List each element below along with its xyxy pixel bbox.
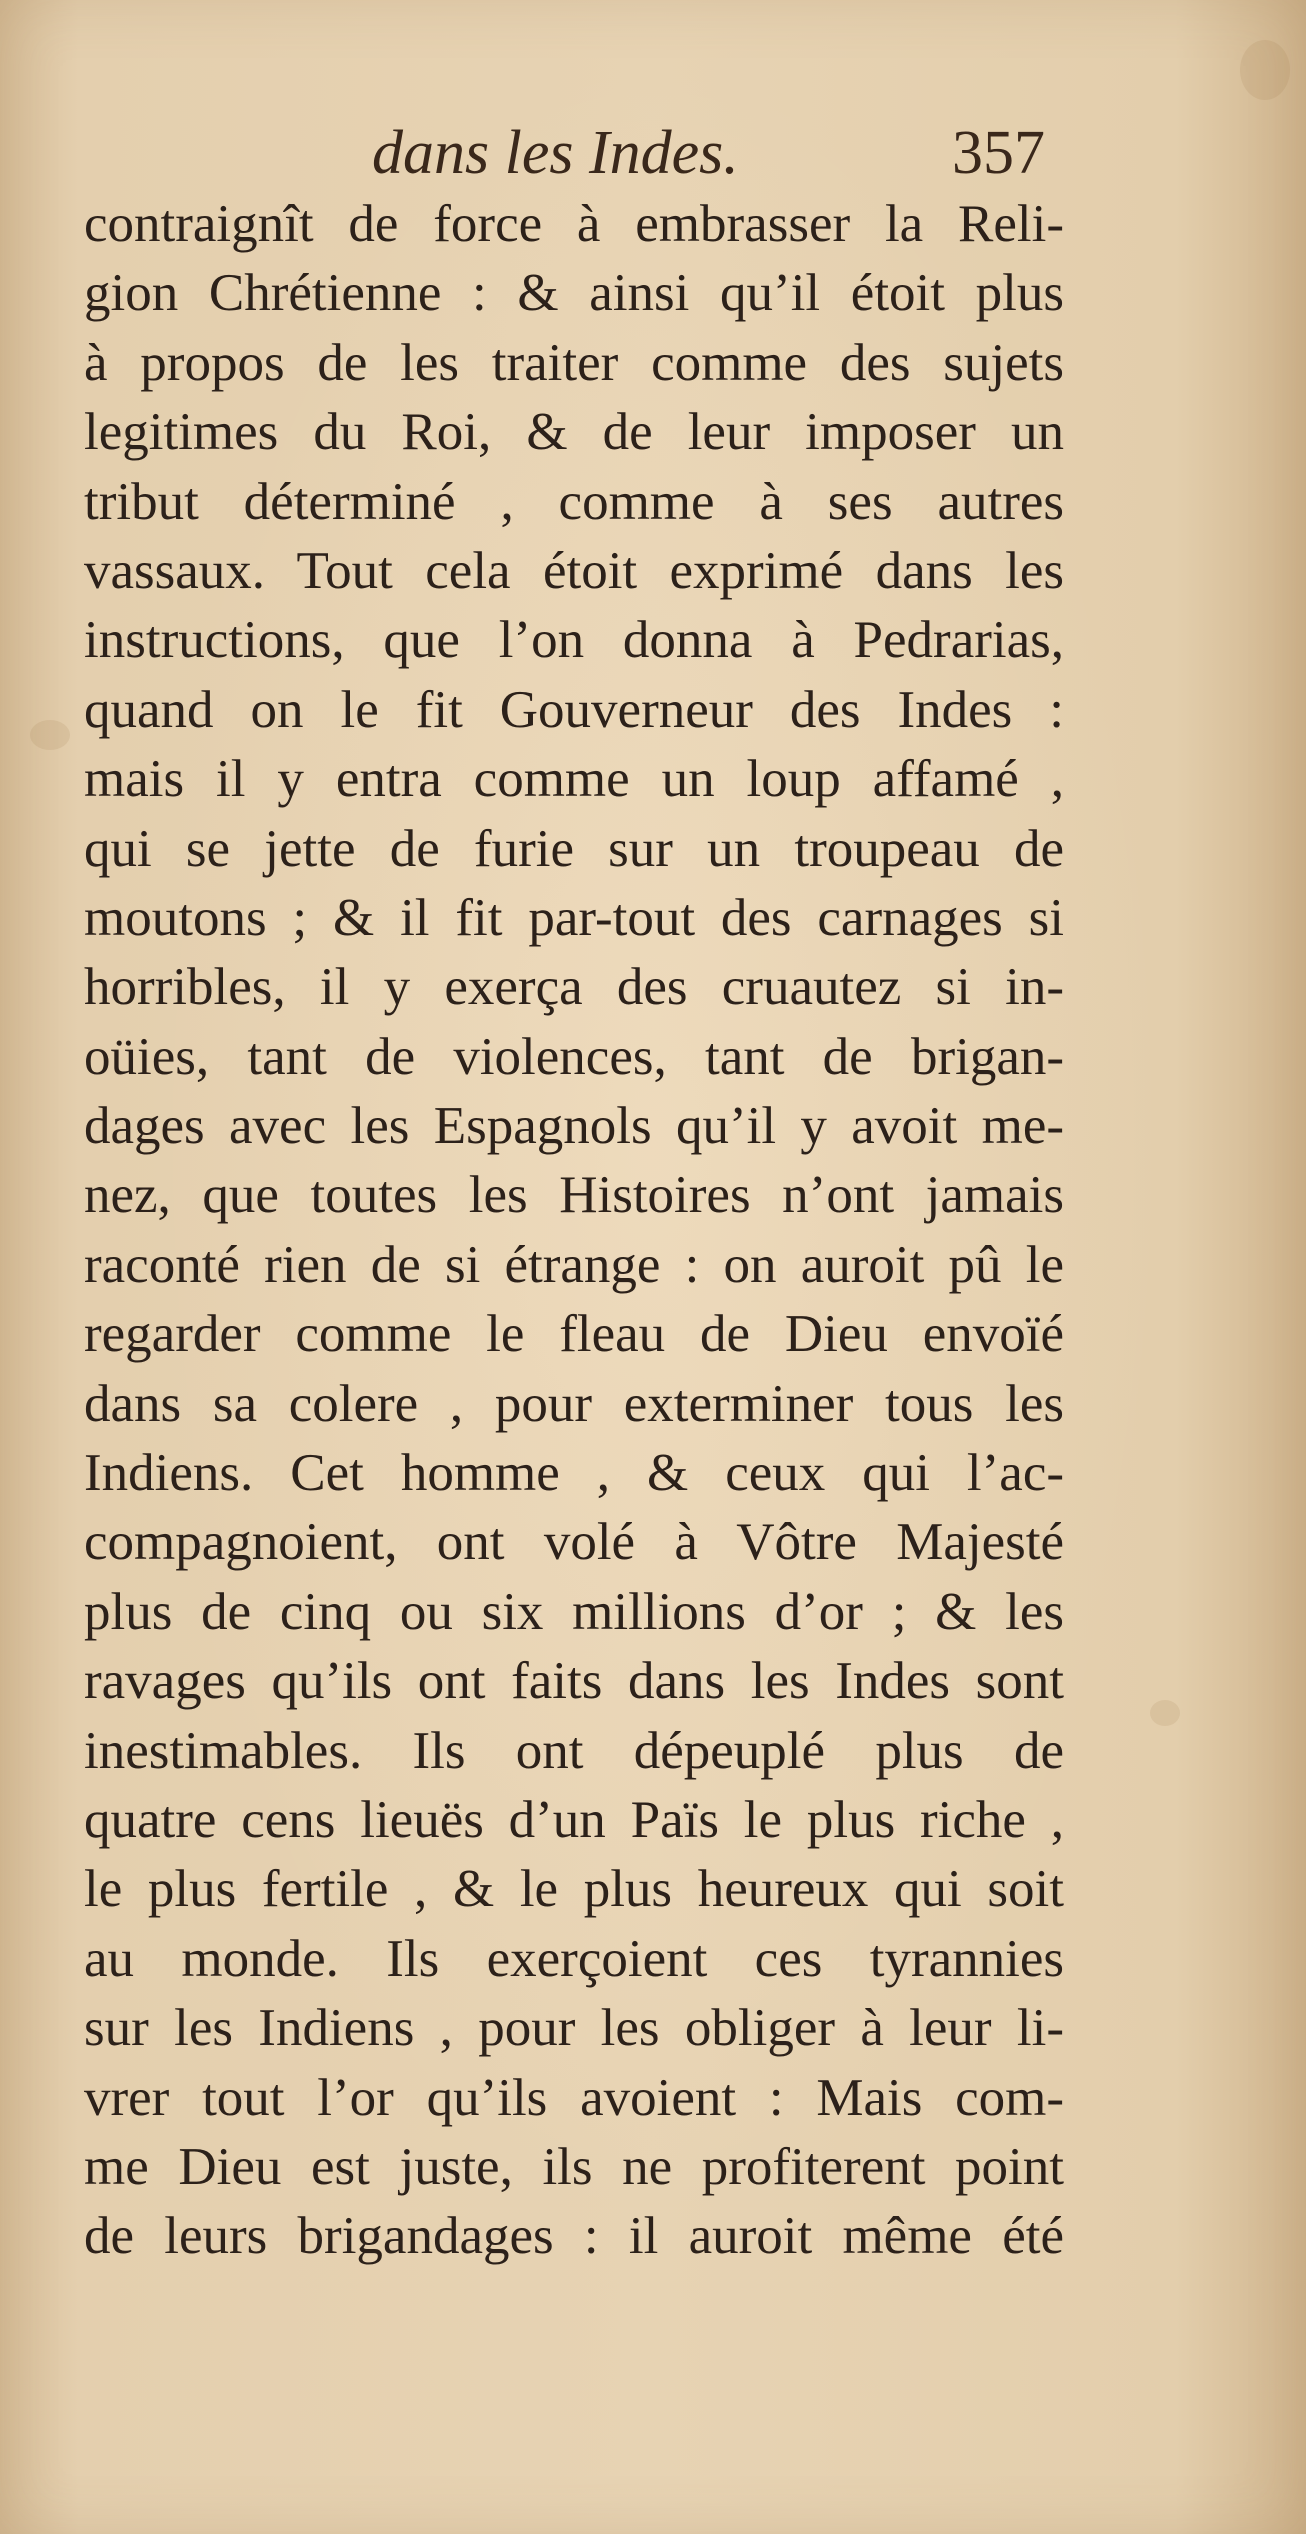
paper-stain [1240, 40, 1290, 100]
text-line: mais il y entra comme un loup affamé , [84, 750, 1064, 809]
text-line: dages avec les Espagnols qu’il y avoit me- [84, 1097, 1064, 1156]
text-line: de leurs brigandages : il auroit même été [84, 2207, 1064, 2266]
text-line: me Dieu est juste, ils ne profiterent point [84, 2137, 1064, 2196]
paper-stain [1150, 1700, 1180, 1726]
text-line: quatre cens lieuës d’un Païs le plus riche , [84, 1790, 1064, 1849]
text-line: oüies, tant de violences, tant de brigan- [84, 1027, 1064, 1086]
text-line: dans sa colere , pour exterminer tous les [84, 1374, 1064, 1433]
text-line: raconté rien de si étrange : on auroit pû le [84, 1235, 1064, 1294]
text-line: le plus fertile , & le plus heureux qui soit [84, 1860, 1064, 1919]
page-number: 357 [952, 119, 1045, 187]
text-line: moutons ; & il fit par-tout des carnages si [84, 888, 1064, 947]
text-line: regarder comme le fleau de Dieu envoïé [84, 1305, 1064, 1364]
text-line: inestimables. Ils ont dépeuplé plus de [84, 1721, 1064, 1780]
text-line: ravages qu’ils ont faits dans les Indes sont [84, 1652, 1064, 1711]
text-line: contraignît de force à embrasser la Reli- [84, 195, 1064, 253]
text-line: à propos de les traiter comme des sujets [84, 333, 1064, 392]
text-line: sur les Indiens , pour les obliger à leur li- [84, 1999, 1064, 2058]
running-title: dans les Indes. [372, 119, 739, 187]
text-line: tribut déterminé , comme à ses autres [84, 472, 1064, 531]
text-line: legitimes du Roi, & de leur imposer un [84, 403, 1064, 462]
text-line: nez, que toutes les Histoires n’ont jamais [84, 1166, 1064, 1225]
paper-stain [30, 720, 70, 750]
text-line: gion Chrétienne : & ainsi qu’il étoit plus [84, 264, 1064, 323]
text-line: plus de cinq ou six millions d’or ; & les [84, 1582, 1064, 1641]
text-line: qui se jette de furie sur un troupeau de [84, 819, 1064, 878]
text-line: vrer tout l’or qu’ils avoient : Mais com- [84, 2068, 1064, 2127]
text-line: horribles, il y exerça des cruautez si in- [84, 958, 1064, 1017]
body-text [84, 190, 1064, 2272]
text-line: vassaux. Tout cela étoit exprimé dans les [84, 541, 1064, 600]
text-line: instructions, que l’on donna à Pedrarias, [84, 611, 1064, 670]
text-line: compagnoient, ont volé à Vôtre Majesté [84, 1513, 1064, 1572]
text-line: quand on le fit Gouverneur des Indes : [84, 680, 1064, 739]
text-line: Indiens. Cet homme , & ceux qui l’ac- [84, 1444, 1064, 1503]
text-line: au monde. Ils exerçoient ces tyrannies [84, 1929, 1064, 1988]
